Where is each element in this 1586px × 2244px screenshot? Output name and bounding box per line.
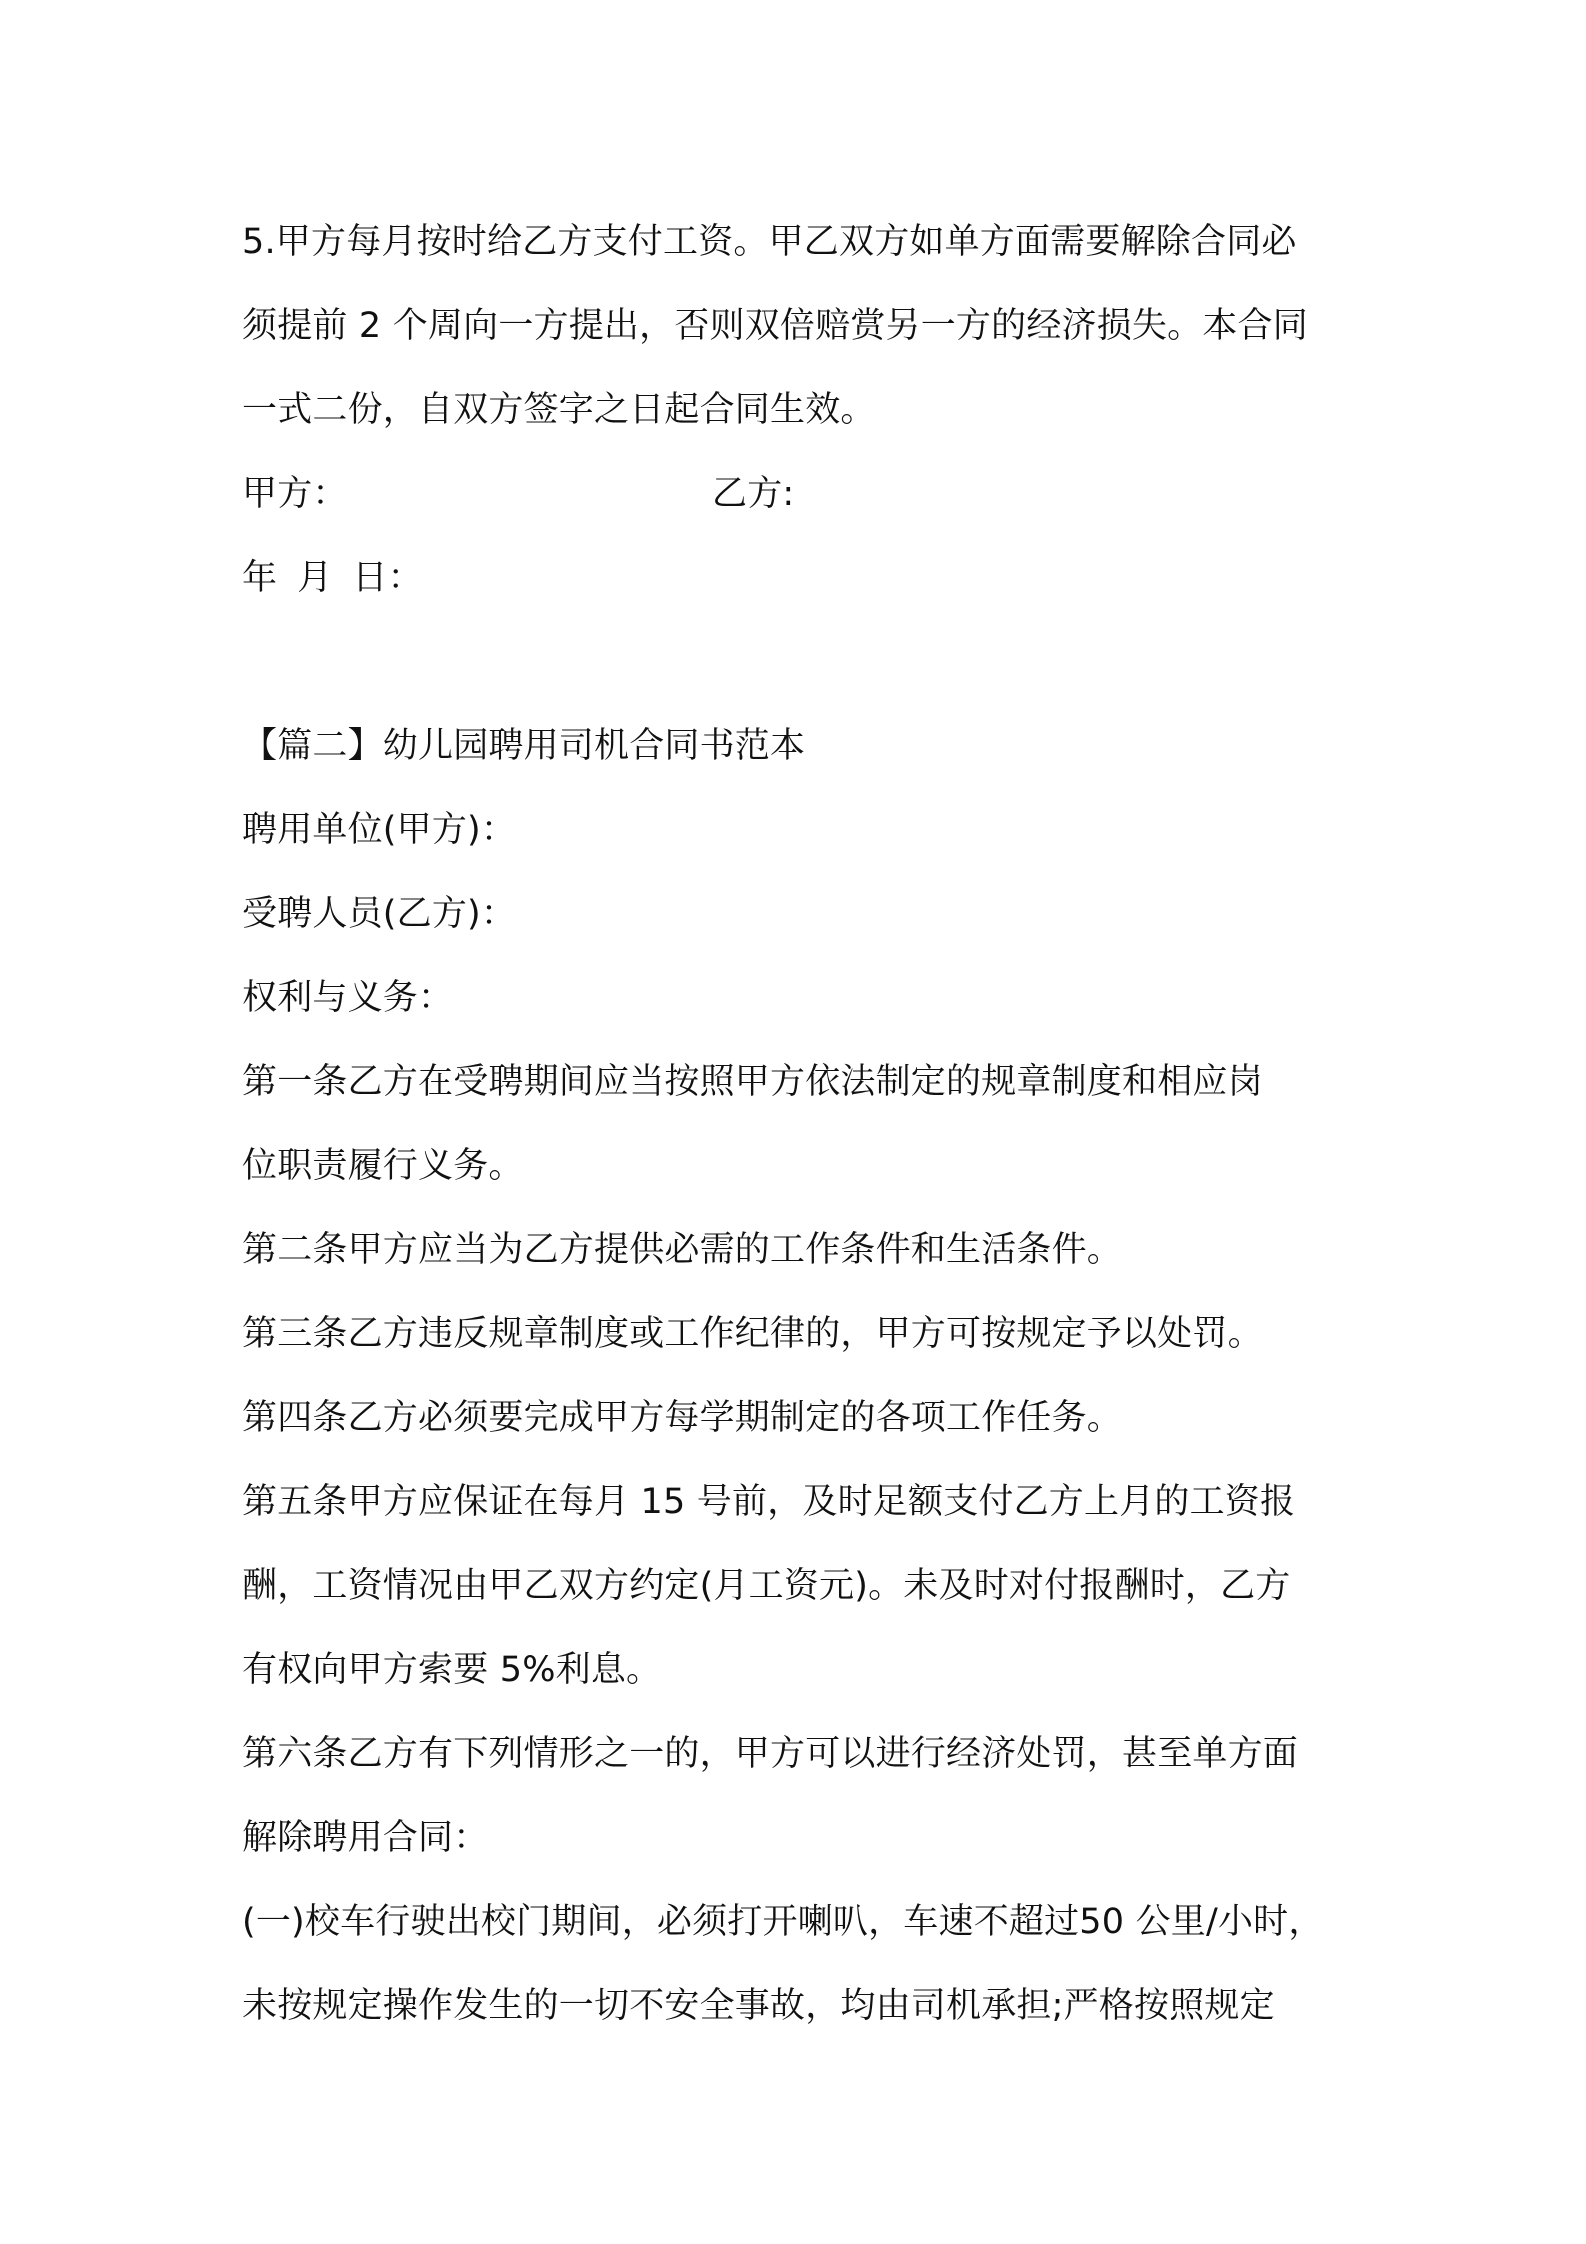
article6-line-2: 解除聘用合同： <box>242 1818 489 1858</box>
section-spacer <box>242 620 1358 704</box>
article4: 第四条乙方必须要完成甲方每学期制定的各项工作任务。 <box>242 1398 1123 1438</box>
date-month-label: 月 <box>297 558 333 598</box>
party-a-signature-label: 甲方： <box>242 474 348 514</box>
employee-field-label: 受聘人员(乙方)： <box>242 894 517 934</box>
article2: 第二条甲方应当为乙方提供必需的工作条件和生活条件。 <box>242 1230 1123 1270</box>
clause5-line-1: 5.甲方每月按时给乙方支付工资。甲乙双方如单方面需要解除合同必 <box>242 222 1297 262</box>
rights-heading: 权利与义务： <box>242 978 454 1018</box>
article5-line-1: 第五条甲方应保证在每月 15 号前，及时足额支付乙方上月的工资报 <box>242 1482 1296 1522</box>
article3: 第三条乙方违反规章制度或工作纪律的，甲方可按规定予以处罚。 <box>242 1314 1263 1354</box>
date-day-label: 日： <box>352 558 423 598</box>
clause5-line-2: 须提前 2 个周向一方提出，否则双倍赔赏另一方的经济损失。本合同 <box>242 306 1308 346</box>
party-b-signature-label: 乙方: <box>712 474 795 514</box>
employer-field-label: 聘用单位(甲方)： <box>242 810 517 850</box>
article1-line-2: 位职责履行义务。 <box>242 1146 524 1186</box>
signature-row <box>242 452 1358 536</box>
section2-title: 【篇二】幼儿园聘用司机合同书范本 <box>242 726 806 766</box>
document-body <box>242 200 1358 2048</box>
item1-line-1: (一)校车行驶出校门期间，必须打开喇叭，车速不超过50 公里/小时， <box>242 1902 1324 1942</box>
clause5-line-3: 一式二份，自双方签字之日起合同生效。 <box>242 390 876 430</box>
item1-line-2: 未按规定操作发生的一切不安全事故，均由司机承担;严格按照规定 <box>242 1986 1275 2026</box>
date-line <box>242 536 1358 620</box>
article5-line-3: 有权向甲方索要 5%利息。 <box>242 1650 662 1690</box>
article6-line-1: 第六条乙方有下列情形之一的，甲方可以进行经济处罚，甚至单方面 <box>242 1734 1299 1774</box>
article5-line-2: 酬，工资情况由甲乙双方约定(月工资元)。未及时对付报酬时，乙方 <box>242 1566 1291 1606</box>
article1-line-1: 第一条乙方在受聘期间应当按照甲方依法制定的规章制度和相应岗 <box>242 1062 1263 1102</box>
date-year-label: 年 <box>242 558 278 598</box>
